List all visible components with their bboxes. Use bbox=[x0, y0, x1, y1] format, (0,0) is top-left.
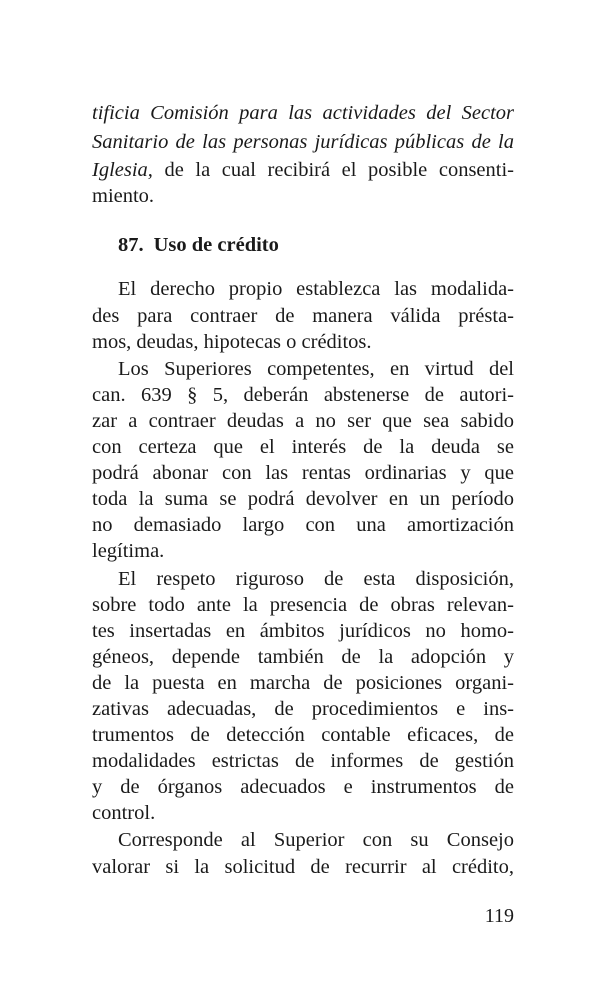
text-line: tes insertadas en ámbitos jurídicos no homo- bbox=[92, 620, 514, 642]
text-line: zativas adecuadas, de procedimientos e ins- bbox=[92, 698, 514, 720]
text-span: de la cual recibirá el posible consenti- bbox=[152, 159, 514, 181]
text-line: zar a contraer deudas a no ser que sea sabido bbox=[92, 410, 514, 432]
text-line: no demasiado largo con una amortización bbox=[92, 514, 514, 536]
text-line bbox=[92, 157, 514, 183]
text-line: miento. bbox=[92, 185, 155, 207]
text-line: géneos, depende también de la adopción y bbox=[92, 646, 514, 668]
page-number: 119 bbox=[484, 905, 514, 927]
text-line: valorar si la solicitud de recurrir al crédito, bbox=[92, 856, 514, 878]
text-line: Corresponde al Superior con su Consejo bbox=[118, 829, 514, 851]
text-line: can. 639 § 5, deberán abstenerse de autori- bbox=[92, 384, 514, 406]
text-line: podrá abonar con las rentas ordinarias y que bbox=[92, 462, 514, 484]
text-line: Sanitario de las personas jurídicas públicas de la bbox=[92, 131, 514, 153]
text-line: El derecho propio establezca las modalida- bbox=[118, 278, 514, 300]
section-title: Uso de crédito bbox=[153, 234, 279, 256]
text-line: de la puesta en marcha de posiciones organi- bbox=[92, 672, 514, 694]
text-line: sobre todo ante la presencia de obras relevan- bbox=[92, 594, 514, 616]
text-line: modalidades estrictas de informes de gestión bbox=[92, 750, 514, 772]
text-line: y de órganos adecuados e instrumentos de bbox=[92, 776, 514, 798]
section-heading bbox=[118, 232, 279, 258]
text-line: control. bbox=[92, 802, 156, 824]
text-line: El respeto riguroso de esta disposición, bbox=[118, 568, 514, 590]
text-line: des para contraer de manera válida présta- bbox=[92, 305, 514, 327]
text-line: trumentos de detección contable eficaces, de bbox=[92, 724, 514, 746]
text-line: legítima. bbox=[92, 540, 165, 562]
text-line: tificia Comisión para las actividades del Sector bbox=[92, 102, 514, 124]
italic-text: Iglesia, bbox=[92, 159, 153, 181]
text-line: mos, deudas, hipotecas o créditos. bbox=[92, 331, 372, 353]
text-line: Los Superiores competentes, en virtud del bbox=[118, 358, 514, 380]
text-line: toda la suma se podrá devolver en un período bbox=[92, 488, 514, 510]
section-number: 87. bbox=[118, 234, 144, 256]
text-line: con certeza que el interés de la deuda se bbox=[92, 436, 514, 458]
